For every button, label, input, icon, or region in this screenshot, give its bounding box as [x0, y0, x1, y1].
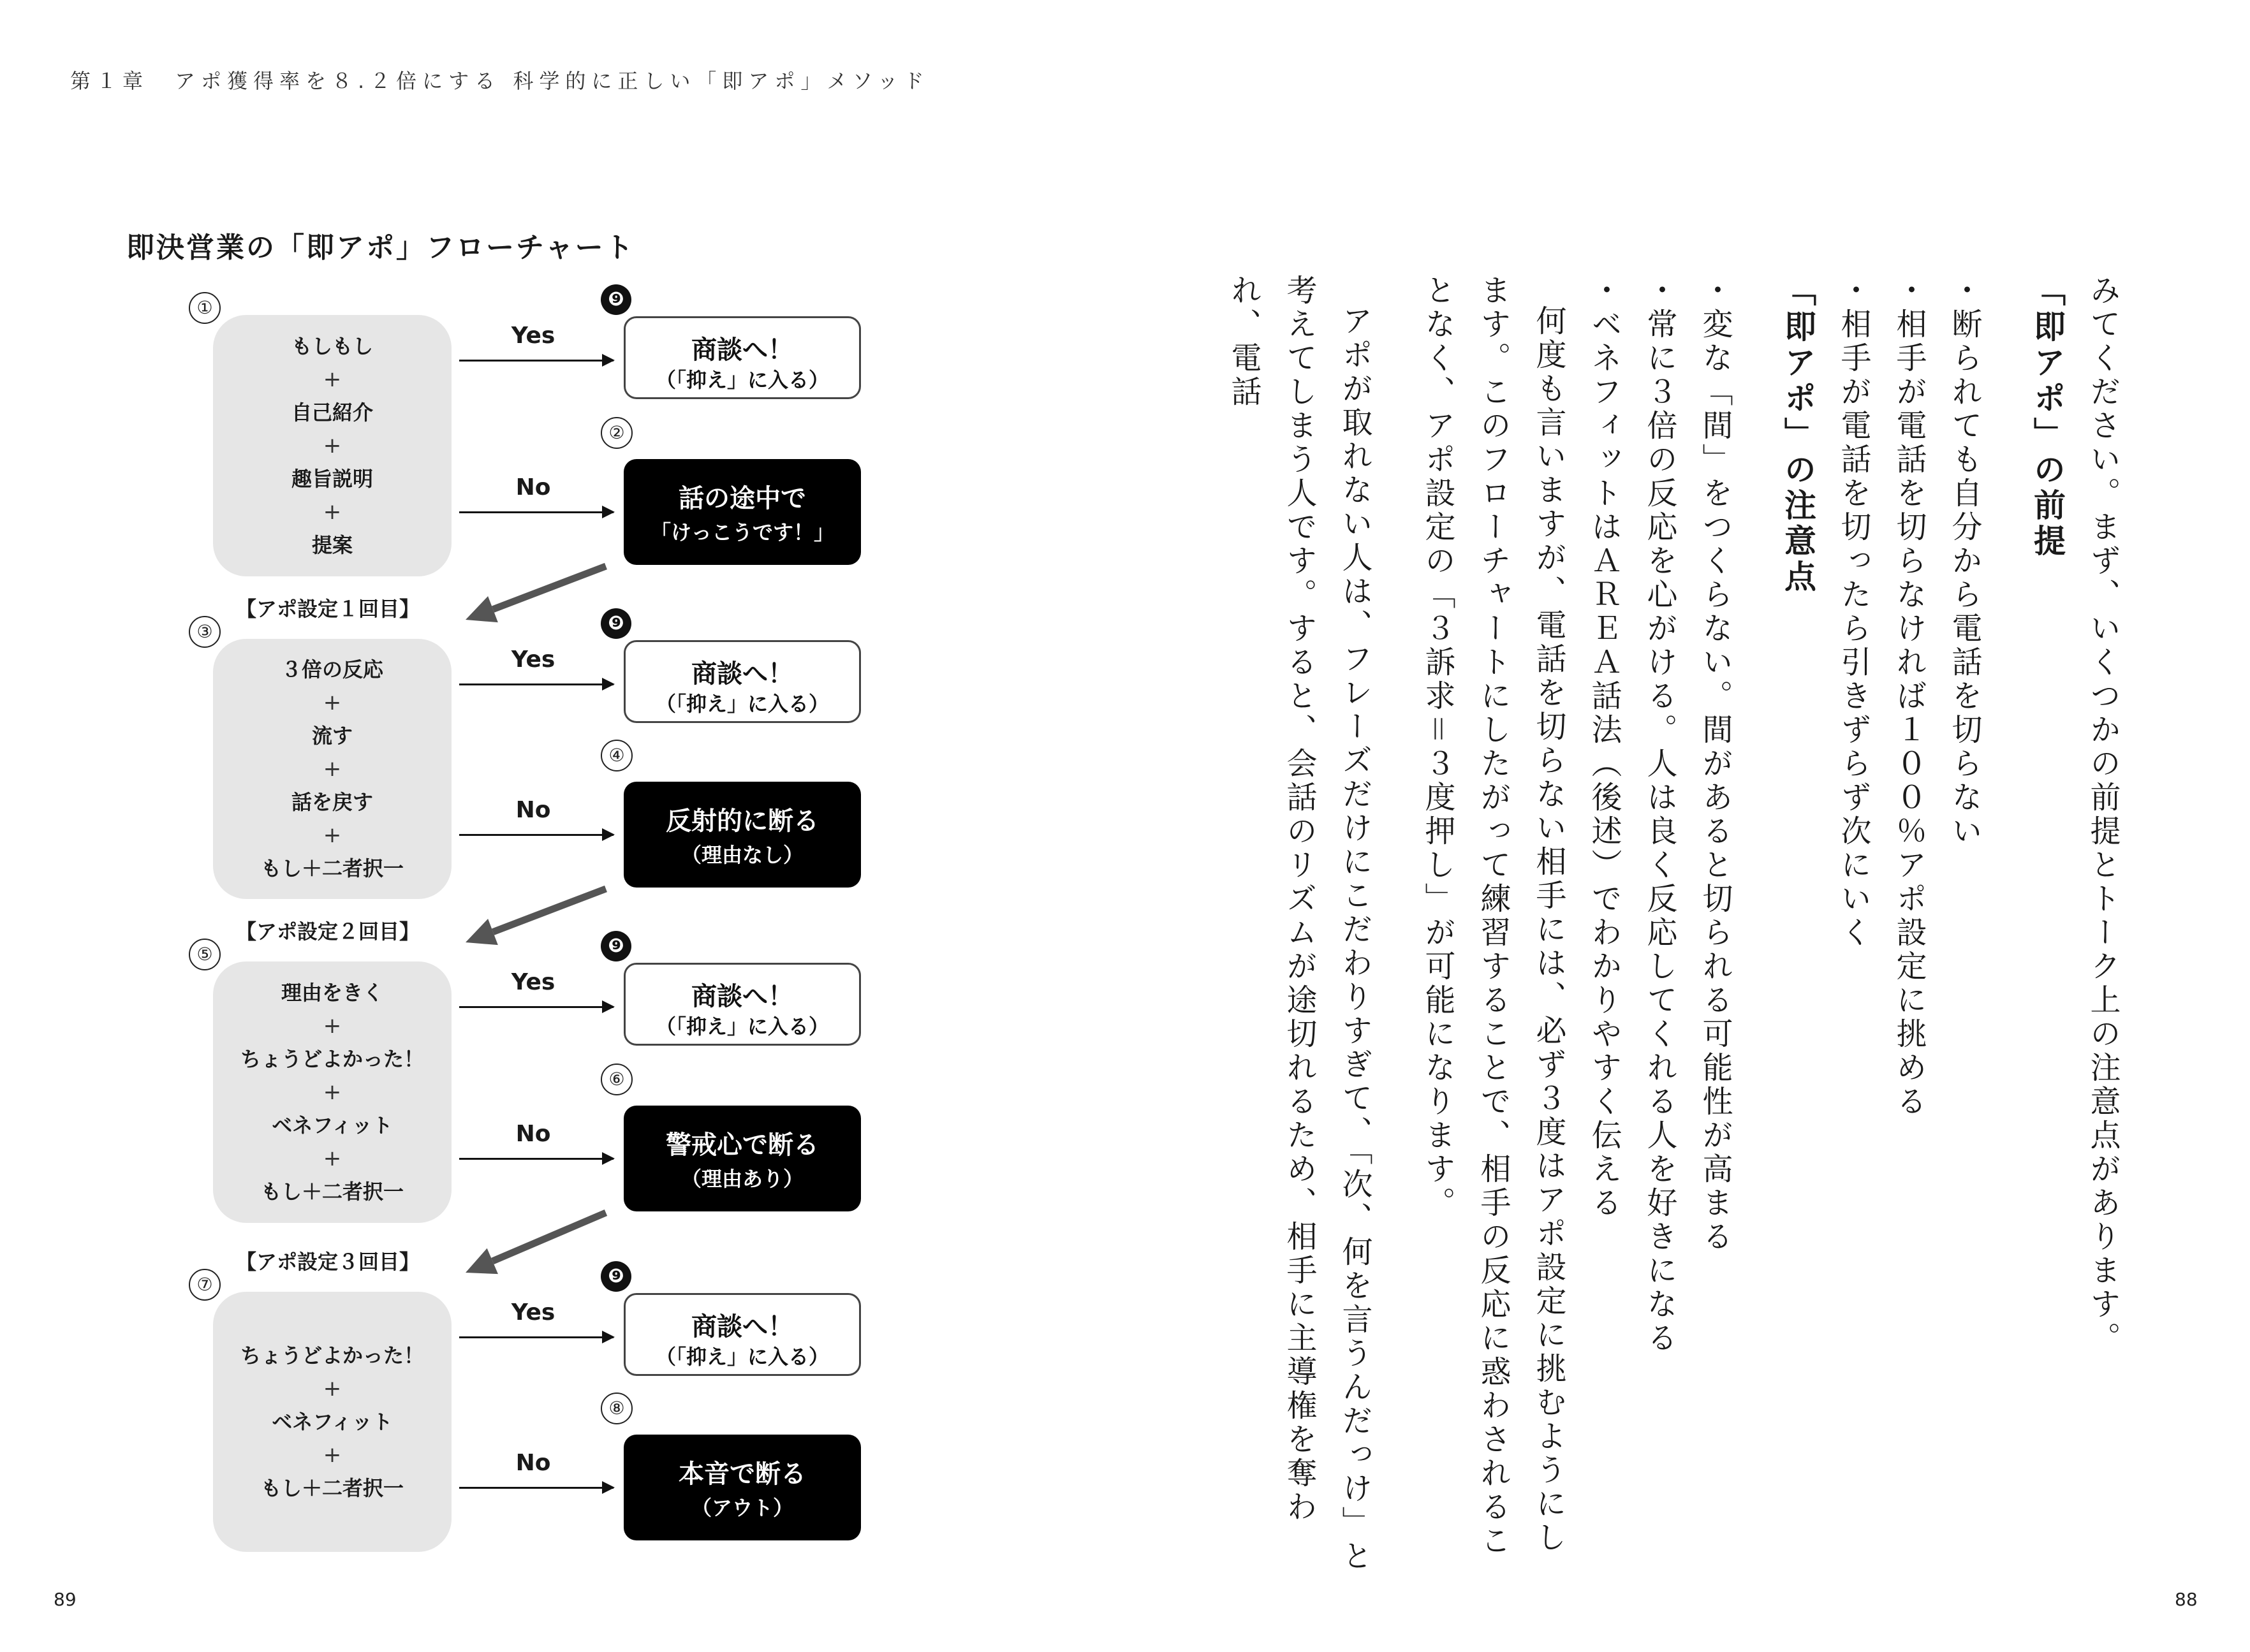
yes-arrow	[459, 1006, 614, 1008]
script-line: ３倍の反応	[281, 657, 383, 682]
script-line: 理由をきく	[281, 981, 383, 1005]
script-line: 自己紹介	[291, 400, 373, 425]
script-line: 流す	[311, 724, 353, 748]
step-number-badge: ❾	[601, 608, 631, 639]
outcome-title: 商談へ！	[691, 335, 793, 365]
plus-sign: +	[323, 1013, 342, 1039]
script-line: 話を戻す	[291, 790, 373, 814]
step-number-badge: ⑧	[601, 1393, 633, 1424]
plus-sign: +	[323, 1442, 342, 1468]
step-number-badge: ❾	[601, 1261, 631, 1292]
outcome-box-refusal	[624, 459, 861, 565]
plus-sign: +	[323, 367, 342, 392]
intro-text: みてください。まず、いくつかの前提とトーク上の注意点があります。	[2085, 274, 2121, 1356]
no-label: No	[515, 1121, 551, 1147]
step-number-badge: ⑦	[189, 1269, 221, 1301]
outcome-sub: （「抑え」に入る）	[655, 1014, 829, 1039]
script-line: ベネフィット	[272, 1113, 393, 1137]
outcome-title: 商談へ！	[691, 1312, 793, 1341]
plus-sign: +	[323, 1376, 342, 1401]
plus-sign: +	[323, 499, 342, 525]
outcome-box-refusal	[624, 1435, 861, 1540]
paragraph: 何度も言いますが、電話を切らない相手には、必ず３度はアポ設定に挑むようにします。このフローチャートにしたがって練習することで、相手の反応に惑わされることなく、アポ設定の「３訴求＝３度押し」が可能になります。	[1420, 274, 1566, 1558]
outcome-title: 警戒心で断る	[666, 1130, 819, 1160]
step-number-badge: ③	[189, 616, 221, 648]
plus-sign: +	[323, 433, 342, 458]
outcome-title: 商談へ！	[691, 659, 793, 689]
stage-label: 【アポ設定３回目】	[236, 1250, 420, 1274]
script-line: ちょうどよかった！	[240, 1343, 424, 1368]
script-line: 提案	[311, 533, 353, 557]
step-number-badge: ④	[601, 740, 633, 771]
script-line: ベネフィット	[272, 1410, 393, 1434]
yes-label: Yes	[511, 1299, 555, 1326]
outcome-title: 商談へ！	[691, 982, 793, 1011]
caution-heading: 「即アポ」の注意点	[1779, 274, 1816, 596]
page-number-right: 88	[2175, 1589, 2198, 1610]
outcome-box-refusal	[624, 1106, 861, 1211]
script-line: もし＋二者択一	[260, 856, 404, 881]
yes-arrow	[459, 1336, 614, 1338]
no-label: No	[515, 797, 551, 823]
outcome-sub: （理由あり）	[680, 1167, 804, 1191]
stage-label: 【アポ設定２回目】	[236, 919, 420, 944]
outcome-box-meeting	[624, 640, 861, 723]
outcome-sub: （アウト）	[691, 1496, 793, 1520]
script-line: 趣旨説明	[291, 467, 373, 491]
outcome-sub: （「抑え」に入る）	[655, 1345, 829, 1369]
page-number-left: 89	[54, 1589, 77, 1610]
outcome-box-meeting	[624, 316, 861, 399]
no-arrow	[459, 834, 614, 836]
outcome-title: 話の途中で	[679, 484, 806, 513]
script-line: もし＋二者択一	[260, 1476, 404, 1500]
outcome-box-refusal	[624, 782, 861, 888]
script-box	[213, 315, 452, 576]
yes-label: Yes	[511, 323, 555, 349]
no-label: No	[515, 1450, 551, 1476]
step-number-badge: ①	[189, 292, 221, 324]
script-box	[213, 639, 452, 899]
script-box	[213, 1292, 452, 1552]
plus-sign: +	[323, 1146, 342, 1171]
plus-sign: +	[323, 822, 342, 848]
stage-label: 【アポ設定１回目】	[236, 597, 420, 621]
outcome-title: 本音で断る	[679, 1459, 806, 1489]
plus-sign: +	[323, 756, 342, 782]
plus-sign: +	[323, 1079, 342, 1105]
outcome-sub: （理由なし）	[680, 843, 804, 867]
plus-sign: +	[323, 690, 342, 715]
outcome-box-meeting	[624, 963, 861, 1046]
step-number-badge: ❾	[601, 284, 631, 315]
step-number-badge: ②	[601, 417, 633, 449]
yes-arrow	[459, 360, 614, 362]
caution-item: ・常に３倍の反応を心がける。人は良く反応してくれる人を好きになる	[1642, 274, 1677, 1356]
step-number-badge: ⑥	[601, 1064, 633, 1095]
outcome-box-meeting	[624, 1293, 861, 1376]
premise-item: ・相手が電話を切らなければ１００％アポ設定に挑める	[1891, 274, 1927, 1119]
script-line: もし＋二者択一	[260, 1180, 404, 1204]
no-arrow	[459, 1158, 614, 1160]
outcome-title: 反射的に断る	[666, 807, 819, 836]
step-number-badge: ❾	[601, 931, 631, 961]
step-number-badge: ⑤	[189, 939, 221, 970]
no-label: No	[515, 474, 551, 501]
script-box	[213, 961, 452, 1223]
yes-arrow	[459, 683, 614, 685]
yes-label: Yes	[511, 969, 555, 995]
premise-item: ・断られても自分から電話を切らない	[1946, 274, 1982, 849]
yes-label: Yes	[511, 647, 555, 673]
premise-item: ・相手が電話を切ったら引きずらず次にいく	[1835, 274, 1871, 950]
premise-heading: 「即アポ」の前提	[2029, 274, 2066, 560]
outcome-sub: （「抑え」に入る）	[655, 692, 829, 716]
paragraph: アポが取れない人は、フレーズだけにこだわりすぎて、「次、何を言うんだっけ」と考えてしまう人です。すると、会話のリズムが途切れるため、相手に主導権を奪われ、電話	[1226, 274, 1372, 1574]
running-head: 第１章 アポ獲得率を８.２倍にする 科学的に正しい「即アポ」メソッド	[70, 69, 930, 93]
caution-item: ・変な「間」をつくらない。間があると切られる可能性が高まる	[1697, 274, 1733, 1254]
outcome-sub: （「抑え」に入る）	[655, 368, 829, 392]
script-line: もしもし	[291, 334, 373, 358]
caution-item: ・ベネフィットはＡＲＥＡ話法（後述）でわかりやすく伝える	[1586, 274, 1622, 1220]
no-arrow	[459, 511, 614, 513]
script-line: ちょうどよかった！	[240, 1047, 424, 1071]
outcome-sub: 「けっこうです！」	[650, 520, 834, 545]
no-arrow	[459, 1487, 614, 1489]
body-text	[1226, 274, 2130, 1588]
flowchart-title: 即決営業の「即アポ」フローチャート	[126, 231, 635, 264]
